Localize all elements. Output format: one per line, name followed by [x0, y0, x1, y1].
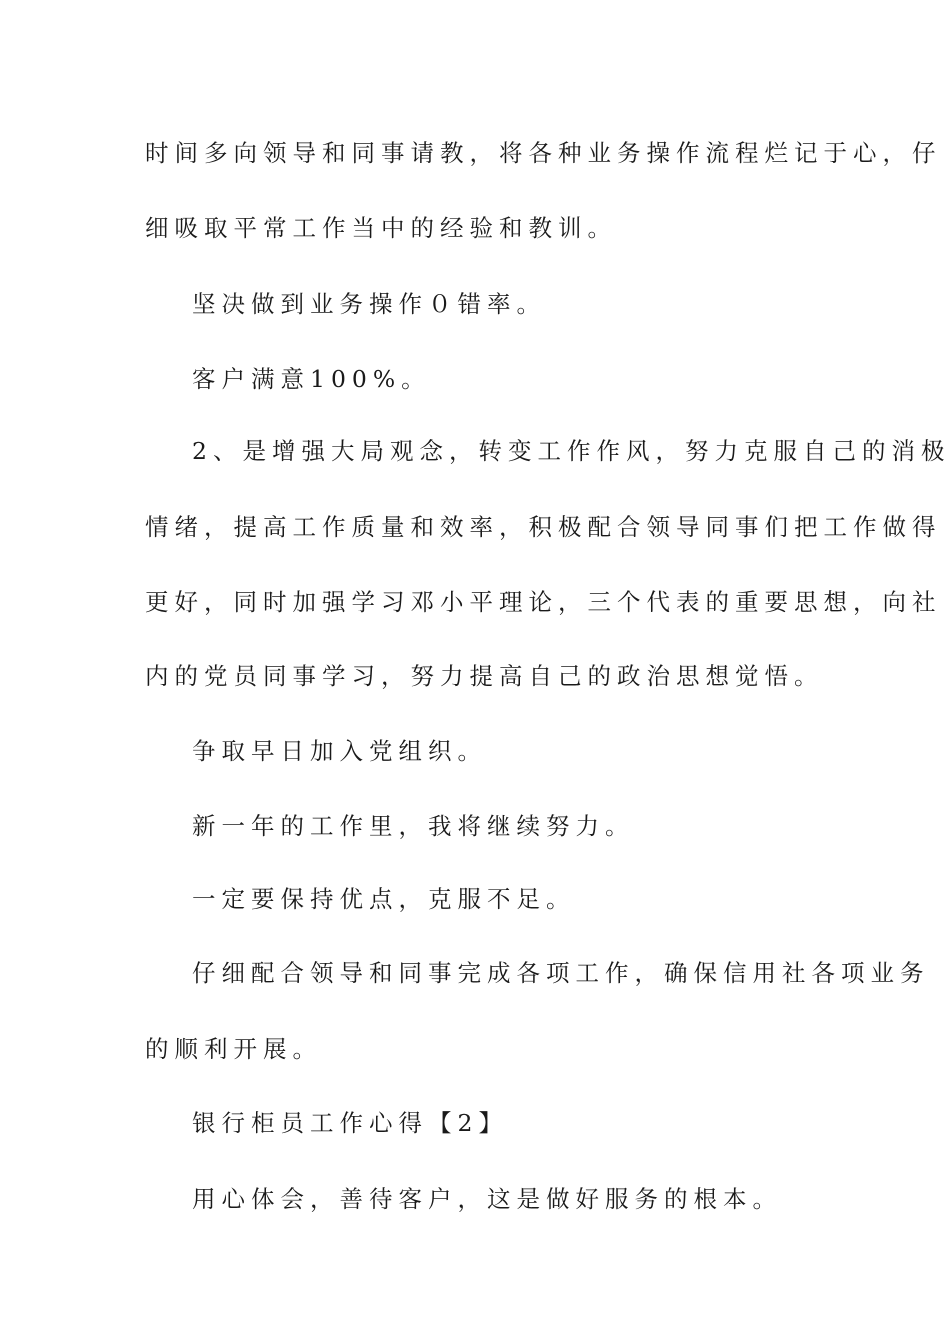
- text-line: 更好，同时加强学习邓小平理论，三个代表的重要思想，向社: [145, 588, 942, 616]
- text-line: 争取早日加入党组织。: [192, 737, 487, 765]
- text-line: 坚决做到业务操作０错率。: [192, 290, 546, 318]
- text-line: 用心体会，善待客户，这是做好服务的根本。: [192, 1185, 782, 1213]
- text-line: 仔细配合领导和同事完成各项工作，确保信用社各项业务: [192, 959, 930, 987]
- text-line: 情绪，提高工作质量和效率，积极配合领导同事们把工作做得: [145, 513, 942, 541]
- section-heading: 银行柜员工作心得【2】: [192, 1109, 508, 1137]
- text-line: 一定要保持优点，克服不足。: [192, 885, 576, 913]
- text-line: 的顺利开展。: [145, 1035, 322, 1063]
- text-line: 2、是增强大局观念，转变工作作风，努力克服自己的消极: [192, 437, 950, 465]
- text-line: 细吸取平常工作当中的经验和教训。: [145, 214, 617, 242]
- text-line: 内的党员同事学习，努力提高自己的政治思想觉悟。: [145, 662, 824, 690]
- text-line: 新一年的工作里，我将继续努力。: [192, 812, 635, 840]
- text-line: 时间多向领导和同事请教，将各种业务操作流程烂记于心，仔: [145, 139, 942, 167]
- text-line: 客户满意100%。: [192, 365, 431, 393]
